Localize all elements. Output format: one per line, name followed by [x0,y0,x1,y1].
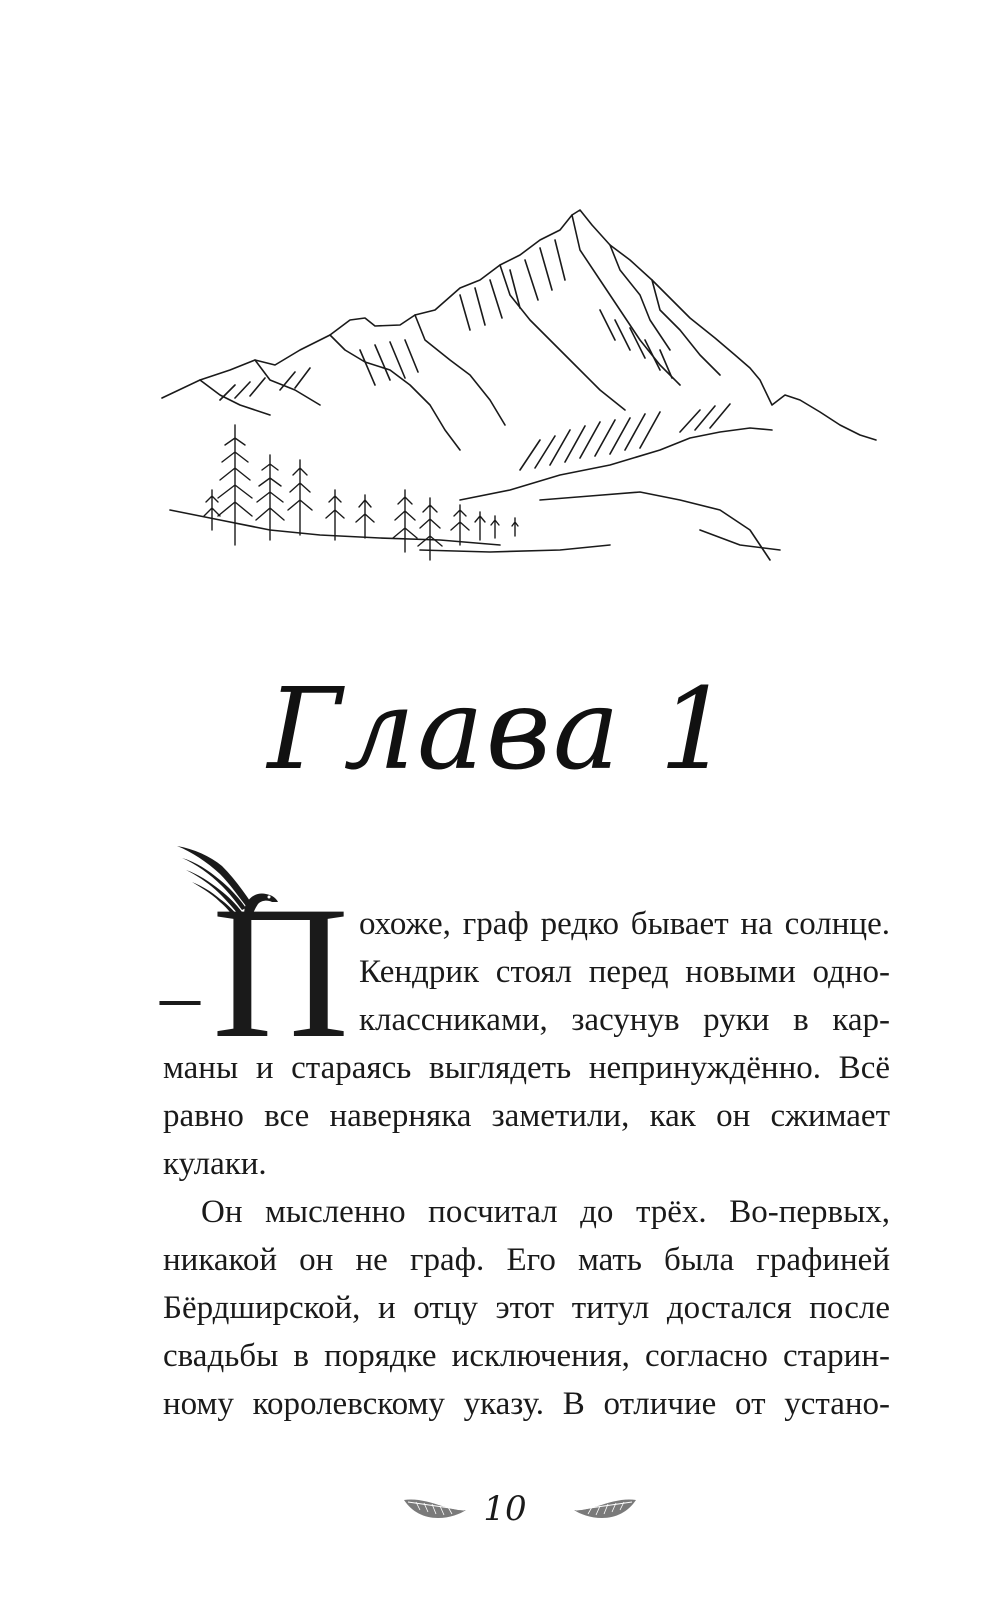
page-number: 10 [483,1489,527,1529]
feather-icon [572,1494,638,1524]
text-line: ному королевскому указу. В отличие от устано- [163,1386,890,1422]
dropcap-dash: – [160,952,200,1040]
text-line: Кендрик стоял перед новыми одно- [359,954,890,990]
text-line: никакой он не граф. Его мать была графиней [163,1242,890,1278]
page-footer [0,1484,1000,1544]
chapter-title: Глава 1 [267,665,733,795]
text-line: кулаки. [163,1146,267,1182]
text-line: свадьбы в порядке исключения, согласно старин- [163,1338,890,1374]
feather-icon [402,1494,468,1524]
dropcap-letter: П [212,868,350,1078]
text-line: Он мысленно посчитал до трёх. Во-первых, [201,1194,890,1230]
chapter-text [163,900,890,1428]
paragraph [163,1188,890,1428]
paragraph [163,900,890,1188]
text-line: охоже, граф редко бывает на солнце. [359,906,890,942]
mountain-landscape-illustration [160,200,880,600]
text-line: Бёрдширской, и отцу этот титул достался после [163,1290,890,1326]
text-line: маны и стараясь выглядеть непринуждённо. Всё [163,1050,890,1086]
text-line: классниками, засунув руки в кар- [359,1002,890,1038]
text-line: равно все наверняка заметили, как он сжимает [163,1098,890,1134]
